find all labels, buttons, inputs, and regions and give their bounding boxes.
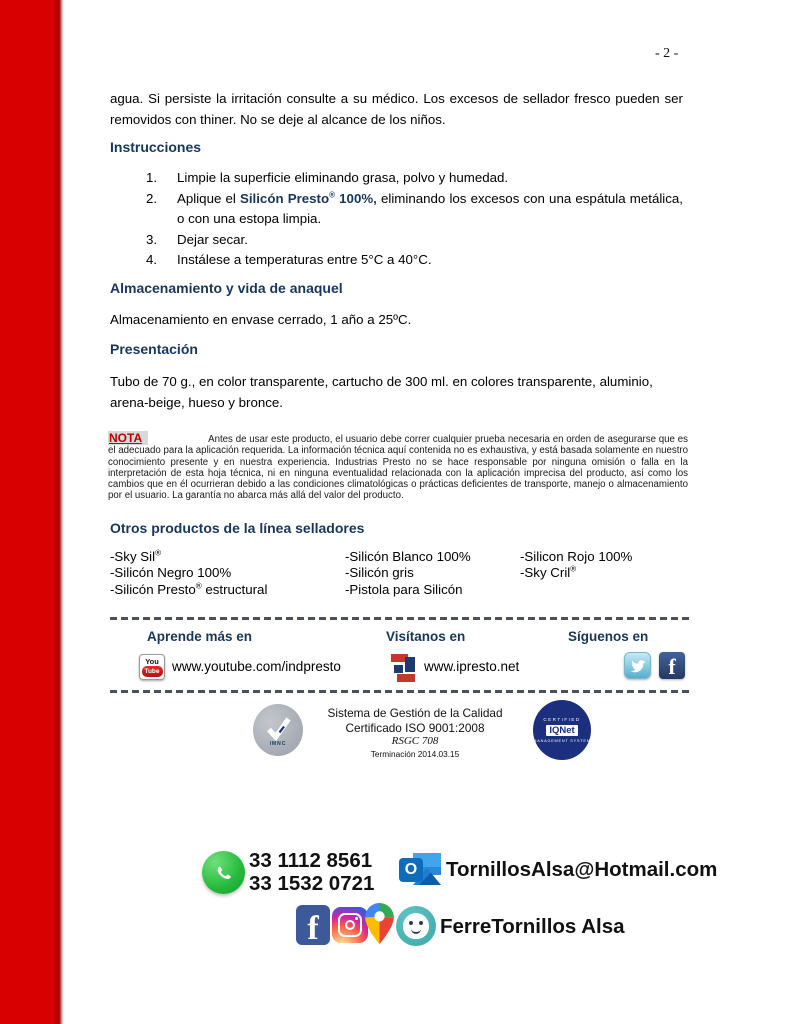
youtube-icon[interactable]: You Tube — [139, 654, 165, 680]
visit-heading: Visítanos en — [386, 629, 466, 644]
product-item: -Silicon Rojo 100% — [520, 549, 633, 564]
phone-line-2: 33 1532 0721 — [249, 872, 375, 895]
item-text: Instálese a temperaturas entre 5°C a 40°C. — [177, 252, 432, 268]
product-item: -Silicón Negro 100% — [110, 565, 232, 581]
cert-line-4: Terminación 2014.03.15 — [370, 748, 460, 759]
iqnet-logo-icon: CERTIFIED IQNet MANAGEMENT SYSTEM — [533, 700, 591, 760]
phone-glyph — [211, 860, 237, 886]
nota-label: NOTA — [108, 431, 148, 445]
whatsapp-icon — [202, 851, 245, 894]
outlook-icon: O — [399, 853, 445, 891]
section-heading-otros-productos: Otros productos de la línea selladores — [110, 520, 365, 536]
almacenamiento-text: Almacenamiento en envase cerrado, 1 año a 25ºC. — [110, 312, 412, 327]
item-number: 4. — [146, 252, 158, 268]
brand-name: Silicón Presto — [239, 190, 330, 206]
instruction-item — [146, 189, 683, 230]
section-heading-instrucciones: Instrucciones — [110, 139, 202, 155]
ipresto-link[interactable]: www.ipresto.net — [424, 659, 520, 674]
product-item: -Sky Cril® — [520, 564, 577, 581]
presentacion-text: Tubo de 70 g., en color transparente, cartucho de 300 ml. en colores transparente, aluminio, arena-beige, hueso y bronce. — [110, 374, 653, 410]
instructions-list — [146, 168, 683, 271]
item-number: 3. — [146, 231, 158, 247]
product-item: -Sky Sil® — [110, 548, 161, 564]
phone-line-1: 33 1112 8561 — [249, 849, 373, 872]
instruction-item — [146, 230, 683, 251]
nota-text: Antes de usar este producto, el usuario debe correr cualquier prueba necesaria en orden de asegurarse que es el adecuado para la aplicación requerida. La información técnica aquí contenida no es exhaustiva, y está basada solamente en nuestro conocimiento presente y en nuestra experiencia. Industrias Presto no se hace responsable por ninguna omisión o falla en la interpretación de esta hoja técnica, ni en ninguna eventualidad relacionada con la aplicación imprecisa del producto, así como los cambios que en él ocurrieran debido a las condiciones climatológicas o prácticas deficientes de transporte, manejo o almacenamiento por el usuario. La garantía no abarca más allá del valor del producto. — [108, 434, 689, 502]
facebook-icon[interactable]: f — [659, 652, 685, 679]
product-item: -Silicón gris — [345, 565, 414, 581]
twitter-icon[interactable] — [624, 652, 651, 679]
section-heading-presentacion: Presentación — [110, 341, 198, 357]
product-item: -Pistola para Silicón — [345, 581, 463, 597]
section-heading-almacenamiento: Almacenamiento y vida de anaquel — [110, 280, 343, 296]
page-number: - 2 - — [655, 46, 679, 61]
item-number: 2. — [146, 190, 158, 206]
phone-numbers — [249, 849, 374, 895]
google-maps-icon — [365, 903, 394, 949]
presto-logo-icon[interactable] — [389, 651, 421, 685]
item-text: Aplique el Silicón Presto® 100%, eliminando los excesos con una espátula metálica, o con una estopa limpia. — [177, 190, 683, 227]
nota-block — [108, 433, 688, 502]
instagram-icon — [332, 907, 368, 943]
left-accent-bar — [0, 0, 63, 1024]
waze-icon — [396, 906, 436, 946]
follow-heading: Síguenos en — [568, 629, 649, 644]
youtube-link[interactable]: www.youtube.com/indpresto — [172, 659, 341, 674]
imnc-check — [261, 713, 295, 743]
learn-heading: Aprende más en — [147, 629, 253, 644]
certification-text — [315, 706, 515, 760]
product-item: -Silicón Blanco 100% — [345, 549, 471, 564]
product-column-3 — [520, 549, 685, 582]
product-column-2 — [345, 549, 517, 598]
facebook-icon-contact: f — [296, 905, 330, 945]
email-text[interactable]: TornillosAlsa@Hotmail.com — [446, 858, 718, 881]
product-item: -Silicón Presto® estructural — [110, 581, 268, 597]
item-number: 1. — [146, 170, 158, 185]
dashed-divider — [110, 690, 690, 693]
instruction-item — [146, 168, 683, 189]
item-text: Limpie la superficie eliminando grasa, polvo y humedad. — [177, 170, 509, 185]
registered-mark: ® — [155, 548, 161, 558]
registered-mark: ® — [195, 581, 202, 591]
imnc-logo-icon: IMNC — [253, 704, 303, 756]
cert-line-3: RSGC 708 — [391, 735, 439, 747]
intro-paragraph: agua. Si persiste la irritación consulte a su médico. Los excesos de sellador fresco pueden ser removidos con thiner. No se deje al alcance de los niños. — [110, 91, 683, 127]
dashed-divider — [110, 617, 690, 620]
twitter-bird — [629, 657, 647, 675]
instruction-item — [146, 250, 683, 271]
item-text: Dejar secar. — [177, 231, 248, 247]
registered-mark: ® — [570, 564, 577, 574]
registered-mark: ® — [329, 190, 336, 200]
cert-line-1: Sistema de Gestión de la Calidad — [327, 706, 503, 720]
product-column-1 — [110, 549, 340, 598]
social-handle-text: FerreTornillos Alsa — [440, 915, 625, 938]
cert-line-2: Certificado ISO 9001:2008 — [345, 720, 485, 735]
